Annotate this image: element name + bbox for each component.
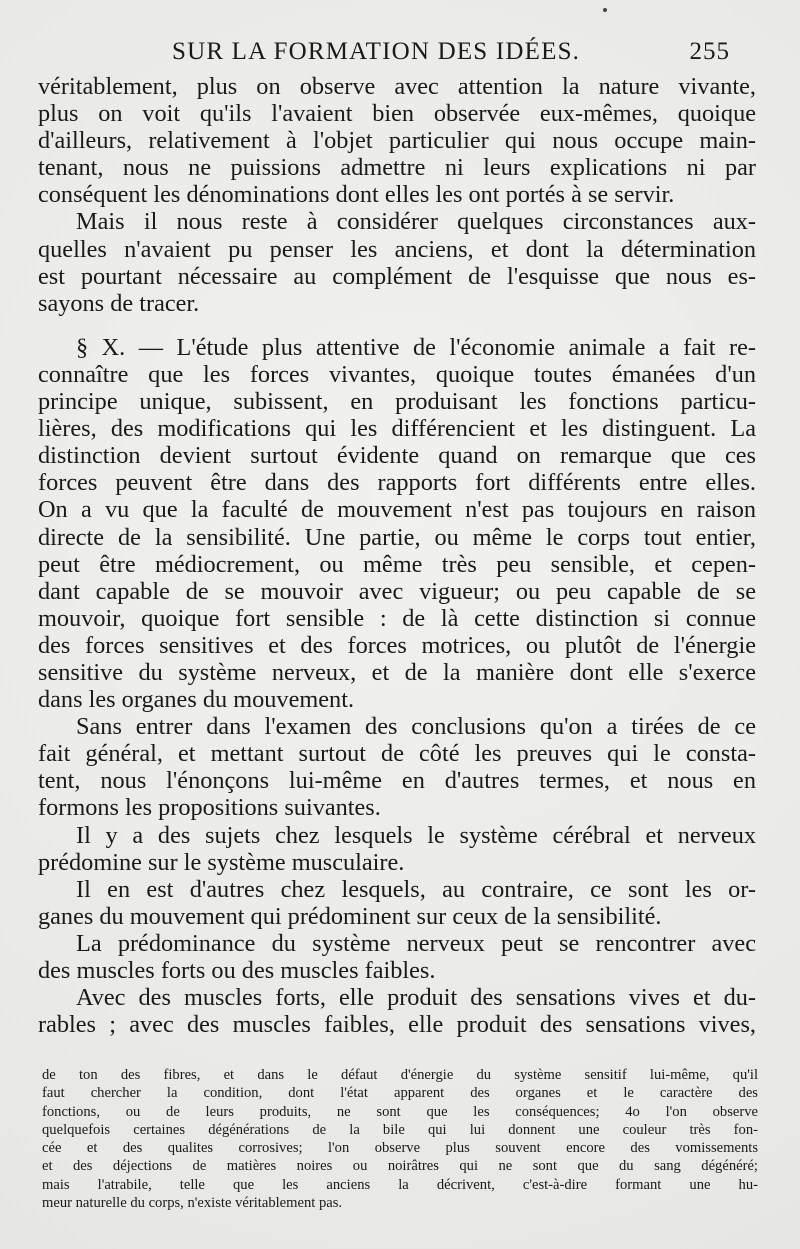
text-line: plus on voit qu'ils l'avaient bien observée eux-mêmes, quoique [38, 100, 756, 128]
footnote-line: fonctions, ou de leurs produits, ne sont que les conséquences; 4o l'on observe [42, 1103, 758, 1120]
footnote-line: mais l'atrabile, telle que les anciens la décrivent, c'est-à-dire formant une hu- [42, 1176, 758, 1193]
section-heading-line: § X. — L'étude plus attentive de l'économie animale a fait re- [76, 333, 756, 361]
text-line: des muscles forts ou des muscles faibles. [38, 957, 436, 984]
text-line: Sans entrer dans l'examen des conclusions qu'on a tirées de ce [76, 713, 756, 741]
text-line: lières, des modifications qui les différencient et les distinguent. La [38, 415, 756, 443]
text-line: principe unique, subissent, en produisant les fonctions particu- [38, 388, 756, 416]
text-line: mouvoir, quoique fort sensible : de là cette distinction si connue [38, 604, 756, 632]
text-line: des forces sensitives et des forces motrices, ou plutôt de l'énergie [38, 631, 756, 659]
text-line: d'ailleurs, relativement à l'objet particulier qui nous occupe main- [38, 127, 756, 155]
text-line: On a vu que la faculté de mouvement n'est pas toujours en raison [38, 496, 756, 524]
text-line: Il en est d'autres chez lesquels, au contraire, ce sont les or- [76, 875, 756, 903]
text-line: quelles n'avaient pu penser les anciens, et dont la détermination [38, 235, 756, 263]
footnote-line: cée et des qualites corrosives; l'on observe plus souvent encore des vomissements [42, 1140, 758, 1157]
running-title: SUR LA FORMATION DES IDÉES. [172, 38, 581, 65]
text-line: peut être médiocrement, ou même très peu sensible, et cepen- [38, 550, 756, 578]
text-line: directe de la sensibilité. Une partie, ou même le corps tout entier, [38, 523, 756, 551]
text-line: rables ; avec des muscles faibles, elle produit des sensations vives, [38, 1011, 756, 1039]
footnote-line: de ton des fibres, et dans le défaut d'énergie du système sensitif lui-même, qu'il [42, 1067, 758, 1083]
ink-speck [603, 8, 607, 12]
text-line: connaître que les forces vivantes, quoique toutes émanées d'un [38, 360, 756, 388]
text-line: Mais il nous reste à considérer quelques circonstances aux- [76, 208, 756, 236]
page-number: 255 [689, 38, 730, 65]
text-line: dans les organes du mouvement. [38, 686, 355, 714]
text-line: distinction devient surtout évidente quand on remarque que ces [38, 442, 756, 470]
footnote-line: quelquefois certaines dégénérations de la bile qui lui donnent une couleur très fon- [42, 1121, 758, 1138]
text-line: forces peuvent être dans des rapports fort différents entre elles. [38, 469, 756, 497]
text-line: sayons de tracer. [38, 289, 200, 317]
text-line: Avec des muscles forts, elle produit des sensations vives et du- [76, 984, 756, 1012]
text-line: sensitive du système nerveux, et de la manière dont elle s'exerce [38, 658, 756, 686]
text-line: est pourtant nécessaire au complément de l'esquisse que nous es- [38, 262, 756, 290]
footnote-line: faut chercher la condition, dont l'état apparent des organes et le caractère des [42, 1085, 758, 1102]
main-text [38, 73, 756, 1038]
text-line: La prédominance du système nerveux peut se rencontrer avec [76, 929, 756, 957]
section-spacer [38, 317, 756, 334]
text-line: tenant, nous ne puissions admettre ni leurs explications ni par [38, 154, 756, 182]
text-line: ganes du mouvement qui prédominent sur ceux de la sensibilité. [38, 902, 662, 930]
footnote-line: et des déjections de matières noires ou noirâtres qui ne sont que du sang dégénéré; [42, 1158, 758, 1175]
page-header [0, 38, 800, 70]
text-line: fait général, et mettant surtout de côté les preuves qui le consta- [38, 740, 756, 768]
text-line: conséquent les dénominations dont elles les ont portés à se servir. [38, 181, 675, 209]
text-line: véritablement, plus on observe avec attention la nature vivante, [38, 73, 756, 100]
text-line: dant capable de se mouvoir avec vigueur; ou peu capable de se [38, 577, 756, 605]
text-line: prédomine sur le système musculaire. [38, 848, 405, 876]
footnote [42, 1066, 758, 1212]
text-line: formons les propositions suivantes. [38, 794, 381, 822]
text-line: tent, nous l'énonçons lui-même en d'autres termes, et nous en [38, 767, 756, 795]
text-line: Il y a des sujets chez lesquels le système cérébral et nerveux [76, 821, 756, 849]
footnote-line: meur naturelle du corps, n'existe véritablement pas. [42, 1195, 343, 1212]
